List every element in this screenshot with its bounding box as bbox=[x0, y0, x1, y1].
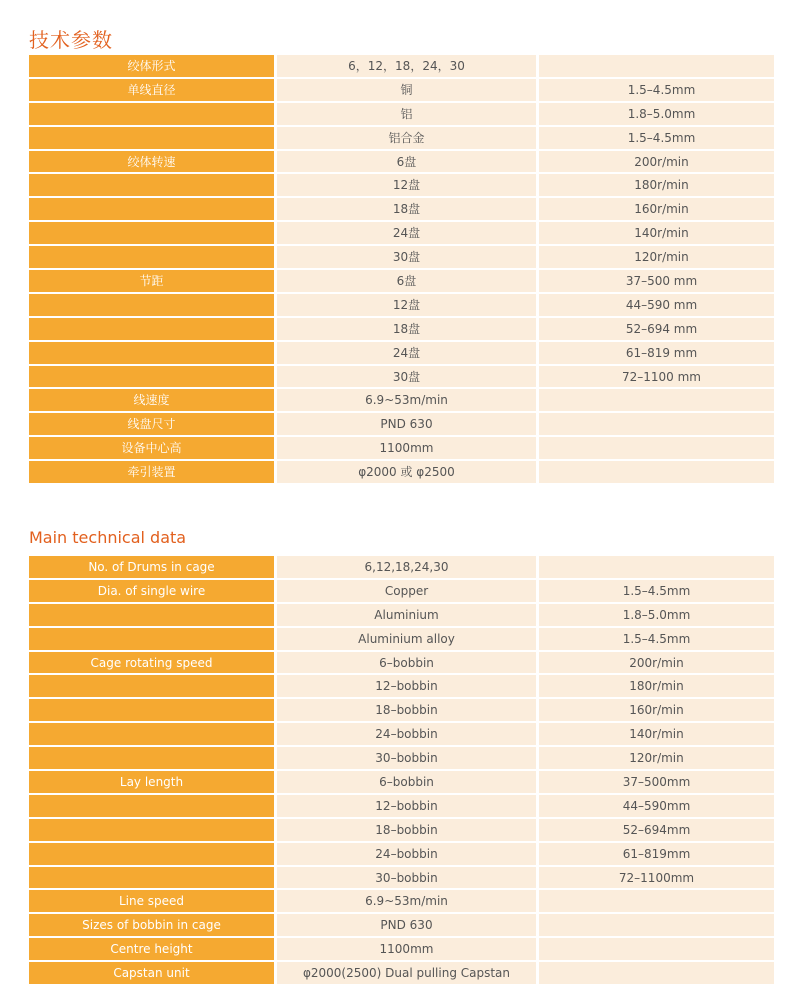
row-value-secondary: 1.5–4.5mm bbox=[536, 79, 774, 103]
table-row bbox=[29, 127, 774, 151]
spec-table-en bbox=[29, 556, 774, 986]
table-row bbox=[29, 389, 774, 413]
row-value-secondary: 61–819mm bbox=[536, 843, 774, 867]
row-value: 18盘 bbox=[274, 198, 536, 222]
row-label: 绞体转速 bbox=[29, 151, 274, 175]
table-row bbox=[29, 556, 774, 580]
table-row bbox=[29, 222, 774, 246]
row-value: 24–bobbin bbox=[274, 723, 536, 747]
row-label bbox=[29, 628, 274, 652]
spec-table-en-body bbox=[29, 556, 774, 986]
row-label bbox=[29, 342, 274, 366]
table-row bbox=[29, 151, 774, 175]
row-value: 1100mm bbox=[274, 938, 536, 962]
table-row bbox=[29, 675, 774, 699]
row-value: 24–bobbin bbox=[274, 843, 536, 867]
table-row bbox=[29, 699, 774, 723]
row-label bbox=[29, 246, 274, 270]
table-row bbox=[29, 342, 774, 366]
table-row bbox=[29, 914, 774, 938]
row-value-secondary bbox=[536, 890, 774, 914]
row-label: No. of Drums in cage bbox=[29, 556, 274, 580]
row-value-secondary: 44–590 mm bbox=[536, 294, 774, 318]
row-label bbox=[29, 604, 274, 628]
table-row bbox=[29, 437, 774, 461]
table-row bbox=[29, 819, 774, 843]
row-label bbox=[29, 747, 274, 771]
row-label: 线速度 bbox=[29, 389, 274, 413]
row-value-secondary: 1.8–5.0mm bbox=[536, 604, 774, 628]
table-row bbox=[29, 366, 774, 390]
row-value: 24盘 bbox=[274, 342, 536, 366]
table-row bbox=[29, 867, 774, 891]
row-value: 6–bobbin bbox=[274, 652, 536, 676]
row-label bbox=[29, 366, 274, 390]
row-value: 铝合金 bbox=[274, 127, 536, 151]
table-row bbox=[29, 962, 774, 986]
row-value-secondary: 120r/min bbox=[536, 246, 774, 270]
row-value-secondary: 72–1100 mm bbox=[536, 366, 774, 390]
row-value: PND 630 bbox=[274, 914, 536, 938]
row-value-secondary bbox=[536, 461, 774, 485]
row-label bbox=[29, 318, 274, 342]
table-row bbox=[29, 795, 774, 819]
spec-table-cn-body bbox=[29, 55, 774, 485]
row-value-secondary: 72–1100mm bbox=[536, 867, 774, 891]
row-value-secondary: 120r/min bbox=[536, 747, 774, 771]
row-label bbox=[29, 675, 274, 699]
row-value: 6.9~53m/min bbox=[274, 890, 536, 914]
row-value: 24盘 bbox=[274, 222, 536, 246]
table-row bbox=[29, 604, 774, 628]
row-label: 设备中心高 bbox=[29, 437, 274, 461]
row-value-secondary bbox=[536, 556, 774, 580]
row-label: 线盘尺寸 bbox=[29, 413, 274, 437]
row-value-secondary: 180r/min bbox=[536, 174, 774, 198]
row-label: 绞体形式 bbox=[29, 55, 274, 79]
row-value: 6盘 bbox=[274, 270, 536, 294]
row-value-secondary: 52–694mm bbox=[536, 819, 774, 843]
row-value-secondary: 1.5–4.5mm bbox=[536, 580, 774, 604]
row-value: 30盘 bbox=[274, 246, 536, 270]
table-row bbox=[29, 580, 774, 604]
table-row bbox=[29, 198, 774, 222]
table-row bbox=[29, 628, 774, 652]
row-label bbox=[29, 843, 274, 867]
row-value: 6,12,18,24,30 bbox=[274, 556, 536, 580]
row-value: 6，12，18，24，30 bbox=[274, 55, 536, 79]
table-row bbox=[29, 79, 774, 103]
row-label: Centre height bbox=[29, 938, 274, 962]
row-value-secondary bbox=[536, 962, 774, 986]
row-value-secondary: 200r/min bbox=[536, 151, 774, 175]
row-label: Lay length bbox=[29, 771, 274, 795]
row-label bbox=[29, 198, 274, 222]
row-value: 6.9~53m/min bbox=[274, 389, 536, 413]
row-value: 铝 bbox=[274, 103, 536, 127]
row-value: 18–bobbin bbox=[274, 699, 536, 723]
row-label bbox=[29, 294, 274, 318]
row-value: 12–bobbin bbox=[274, 675, 536, 699]
row-label bbox=[29, 222, 274, 246]
row-label bbox=[29, 127, 274, 151]
table-row bbox=[29, 246, 774, 270]
table-row bbox=[29, 103, 774, 127]
table-row bbox=[29, 174, 774, 198]
row-value: 12盘 bbox=[274, 174, 536, 198]
row-value-secondary bbox=[536, 413, 774, 437]
table-row bbox=[29, 270, 774, 294]
row-value-secondary bbox=[536, 437, 774, 461]
row-value-secondary: 1.5–4.5mm bbox=[536, 127, 774, 151]
row-value-secondary: 1.5–4.5mm bbox=[536, 628, 774, 652]
row-value-secondary bbox=[536, 55, 774, 79]
row-label bbox=[29, 103, 274, 127]
row-value: 18–bobbin bbox=[274, 819, 536, 843]
row-label bbox=[29, 795, 274, 819]
row-value-secondary: 140r/min bbox=[536, 222, 774, 246]
section-title-cn: 技术参数 bbox=[29, 28, 113, 52]
table-row bbox=[29, 723, 774, 747]
row-value: φ2000(2500) Dual pulling Capstan bbox=[274, 962, 536, 986]
row-value: Aluminium bbox=[274, 604, 536, 628]
row-label bbox=[29, 699, 274, 723]
row-value-secondary: 180r/min bbox=[536, 675, 774, 699]
row-value: 30–bobbin bbox=[274, 747, 536, 771]
row-value-secondary bbox=[536, 389, 774, 413]
row-value-secondary: 200r/min bbox=[536, 652, 774, 676]
row-value: 铜 bbox=[274, 79, 536, 103]
row-label bbox=[29, 867, 274, 891]
row-value-secondary bbox=[536, 938, 774, 962]
table-row bbox=[29, 890, 774, 914]
row-label: 单线直径 bbox=[29, 79, 274, 103]
row-value-secondary: 37–500mm bbox=[536, 771, 774, 795]
row-value-secondary: 160r/min bbox=[536, 198, 774, 222]
row-label bbox=[29, 819, 274, 843]
table-row bbox=[29, 413, 774, 437]
row-value-secondary: 1.8–5.0mm bbox=[536, 103, 774, 127]
row-value-secondary: 44–590mm bbox=[536, 795, 774, 819]
row-label: Capstan unit bbox=[29, 962, 274, 986]
table-row bbox=[29, 747, 774, 771]
row-label: Cage rotating speed bbox=[29, 652, 274, 676]
row-value: 12–bobbin bbox=[274, 795, 536, 819]
row-value-secondary: 160r/min bbox=[536, 699, 774, 723]
row-value: 12盘 bbox=[274, 294, 536, 318]
row-label: 节距 bbox=[29, 270, 274, 294]
table-row bbox=[29, 843, 774, 867]
row-value-secondary bbox=[536, 914, 774, 938]
row-value: 18盘 bbox=[274, 318, 536, 342]
table-row bbox=[29, 294, 774, 318]
row-value: 30盘 bbox=[274, 366, 536, 390]
row-label bbox=[29, 174, 274, 198]
table-row bbox=[29, 652, 774, 676]
row-value-secondary: 140r/min bbox=[536, 723, 774, 747]
row-value: 6–bobbin bbox=[274, 771, 536, 795]
row-value: 30–bobbin bbox=[274, 867, 536, 891]
table-row bbox=[29, 55, 774, 79]
row-value: φ2000 或 φ2500 bbox=[274, 461, 536, 485]
row-value-secondary: 61–819 mm bbox=[536, 342, 774, 366]
row-label: Sizes of bobbin in cage bbox=[29, 914, 274, 938]
row-value-secondary: 37–500 mm bbox=[536, 270, 774, 294]
row-label: Dia. of single wire bbox=[29, 580, 274, 604]
row-value: Aluminium alloy bbox=[274, 628, 536, 652]
row-label bbox=[29, 723, 274, 747]
table-row bbox=[29, 318, 774, 342]
row-value: PND 630 bbox=[274, 413, 536, 437]
row-value: 1100mm bbox=[274, 437, 536, 461]
row-value: 6盘 bbox=[274, 151, 536, 175]
section-title-en: Main technical data bbox=[29, 528, 187, 547]
row-label: Line speed bbox=[29, 890, 274, 914]
row-value-secondary: 52–694 mm bbox=[536, 318, 774, 342]
table-row bbox=[29, 461, 774, 485]
table-row bbox=[29, 938, 774, 962]
spec-table-cn bbox=[29, 55, 774, 485]
table-row bbox=[29, 771, 774, 795]
row-label: 牵引装置 bbox=[29, 461, 274, 485]
row-value: Copper bbox=[274, 580, 536, 604]
